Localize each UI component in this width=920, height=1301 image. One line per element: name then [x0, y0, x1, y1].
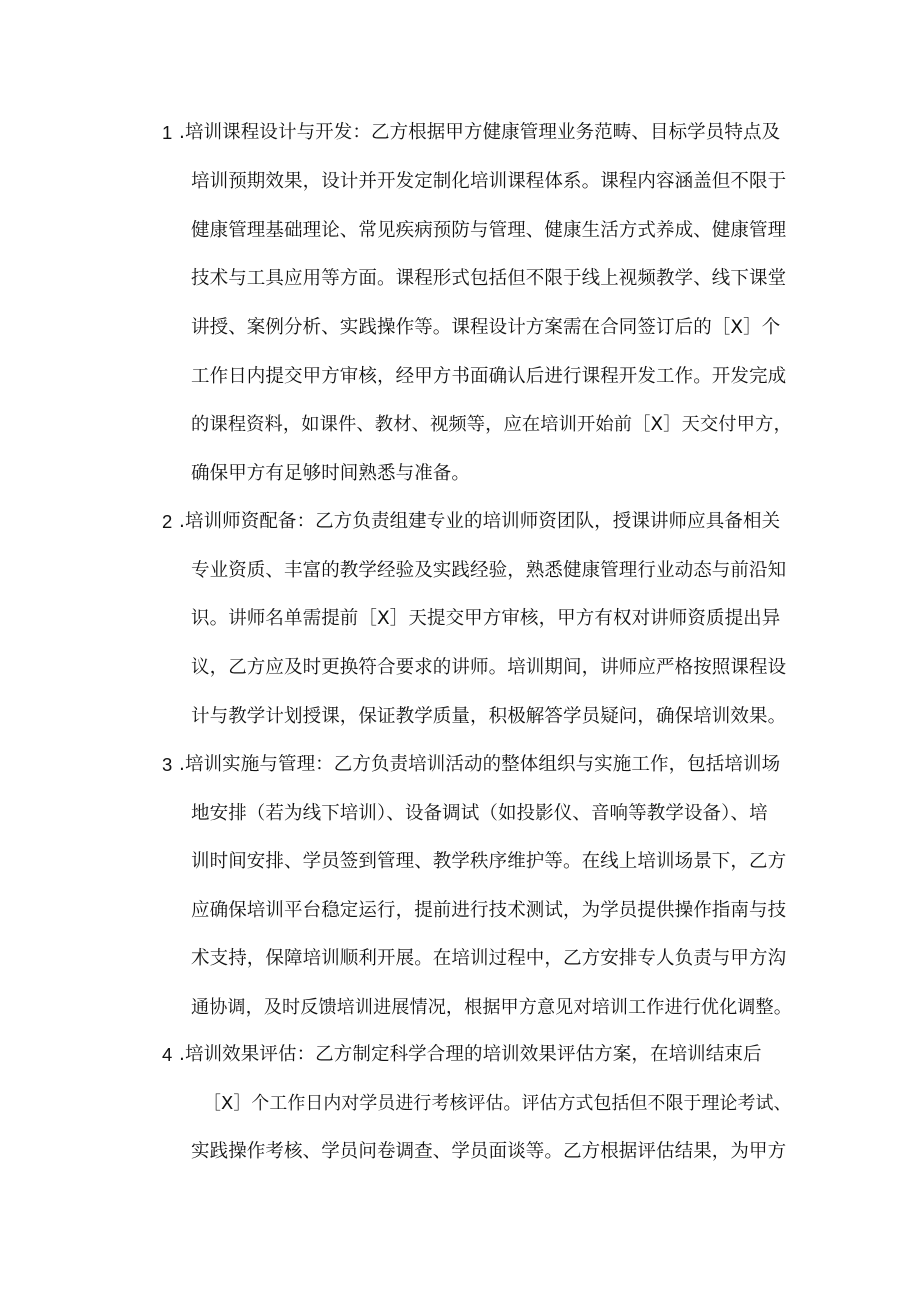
clause-line: .培训效果评估：乙方制定科学合理的培训效果评估方案，在培训结束后	[179, 1044, 762, 1065]
clause-line: 地安排（若为线下培训）、设备调试（如投影仪、音响等教学设备）、培	[191, 803, 768, 824]
clause-line: 专业资质、丰富的教学经验及实践经验，熟悉健康管理行业动态与前沿知	[191, 560, 787, 581]
clause-line: 技术与工具应用等方面。课程形式包括但不限于线上视频教学、线下课堂	[191, 268, 787, 289]
clause-line: .培训实施与管理：乙方负责培训活动的整体组织与实施工作，包括培训场	[179, 754, 781, 775]
clause-line: 健康管理基础理论、常见疾病预防与管理、健康生活方式养成、健康管理	[191, 220, 787, 241]
clause-line: 讲授、案例分析、实践操作等。课程设计方案需在合同签订后的［X］个	[191, 317, 781, 338]
clause-number: 1	[162, 122, 173, 143]
clause-line: 确保甲方有足够时间熟悉与准备。	[191, 463, 471, 484]
clause-line: 训时间安排、学员签到管理、教学秩序维护等。在线上培训场景下，乙方	[191, 851, 787, 872]
clause-line: 议，乙方应及时更换符合要求的讲师。培训期间，讲师应严格按照课程设	[191, 657, 787, 678]
clause-line: 识。讲师名单需提前［X］天提交甲方审核，甲方有权对讲师资质提出异	[191, 608, 781, 629]
clause-number: 2	[162, 511, 173, 532]
clause-line: ［X］个工作日内对学员进行考核评估。评估方式包括但不限于理论考试、	[203, 1093, 792, 1114]
clause-line: 通协调，及时反馈培训进展情况，根据甲方意见对培训工作进行优化调整。	[191, 997, 792, 1018]
clause-number: 3	[162, 754, 173, 775]
clause-line: .培训课程设计与开发：乙方根据甲方健康管理业务范畴、目标学员特点及	[179, 122, 781, 143]
clause-line: 应确保培训平台稳定运行，提前进行技术测试，为学员提供操作指南与技	[191, 900, 787, 921]
clause-number: 4	[162, 1044, 173, 1065]
clause-line: 计与教学计划授课，保证教学质量，积极解答学员疑问，确保培训效果。	[191, 706, 787, 727]
clause-line: 培训预期效果，设计并开发定制化培训课程体系。课程内容涵盖但不限于	[191, 171, 787, 192]
clause-line: 实践操作考核、学员问卷调查、学员面谈等。乙方根据评估结果，为甲方	[191, 1141, 787, 1162]
clause-line: 术支持，保障培训顺利开展。在培训过程中，乙方安排专人负责与甲方沟	[191, 948, 787, 969]
clause-line: 的课程资料，如课件、教材、视频等，应在培训开始前［X］天交付甲方，	[191, 414, 792, 435]
clause-line: 工作日内提交甲方审核，经甲方书面确认后进行课程开发工作。开发完成	[191, 366, 787, 387]
clause-line: .培训师资配备：乙方负责组建专业的培训师资团队，授课讲师应具备相关	[179, 511, 781, 532]
